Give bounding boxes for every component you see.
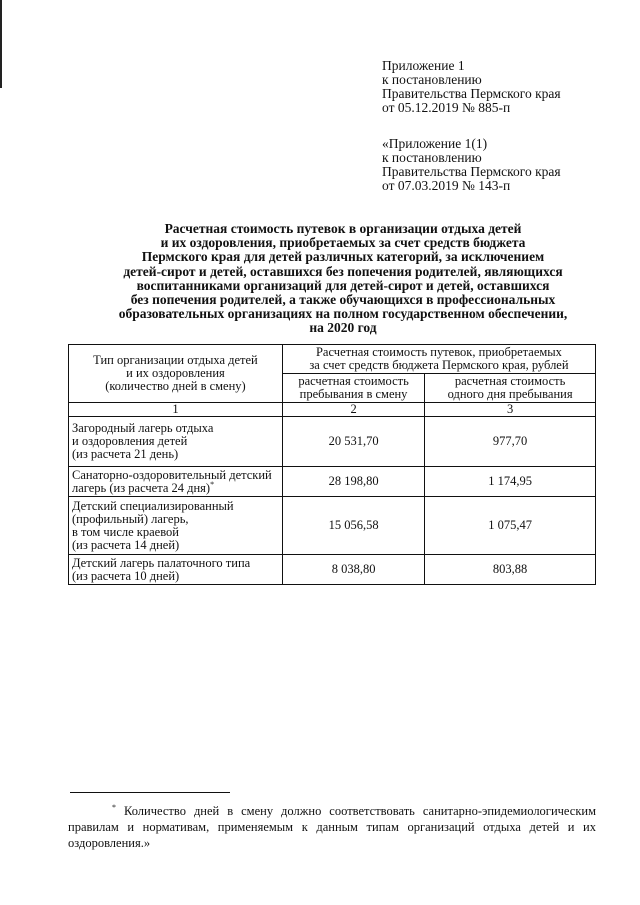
cost-per-shift: 8 038,80 xyxy=(282,555,424,585)
header-cost: Расчетная стоимость путевок, приобретаемых за счет средств бюджета Пермского края, рублей xyxy=(282,345,595,374)
row-label: Детский лагерь палаточного типа (из расчета 10 дней) xyxy=(69,555,283,585)
column-number-row xyxy=(69,403,596,417)
cost-per-shift: 20 531,70 xyxy=(282,417,424,467)
appendix-line: Приложение 1 xyxy=(382,58,465,73)
title-line: детей-сирот и детей, оставшихся без попечения родителей, являющихся xyxy=(123,263,563,279)
appendix-line: к постановлению xyxy=(382,72,482,87)
cost-per-day: 1 075,47 xyxy=(425,497,596,555)
table-row xyxy=(69,497,596,555)
column-number: 2 xyxy=(282,403,424,417)
cost-table xyxy=(68,344,596,585)
footnote-divider xyxy=(70,792,230,793)
cost-per-day: 977,70 xyxy=(425,417,596,467)
title-line: на 2020 год xyxy=(309,320,377,336)
row-label: Загородный лагерь отдыха и оздоровления детей (из расчета 21 день) xyxy=(69,417,283,467)
footnote xyxy=(68,803,596,851)
cost-per-shift: 15 056,58 xyxy=(282,497,424,555)
table-row xyxy=(69,417,596,467)
document-title xyxy=(88,222,598,336)
header-cost-per-shift: расчетная стоимость пребывания в смену xyxy=(282,374,424,403)
page-edge-line xyxy=(0,0,2,88)
title-line: Пермского края для детей различных категорий, за исключением xyxy=(141,249,545,265)
column-number: 1 xyxy=(69,403,283,417)
appendix-line: от 05.12.2019 № 885-п xyxy=(382,100,511,115)
title-line: без попечения родителей, а также обучающихся в профессиональных xyxy=(130,292,556,308)
footnote-text: Количество дней в смену должно соответствовать санитарно-эпидемиологическим правилам и нормативам, применяемым к данным типам организаций отдыха детей и их оздоровления.» xyxy=(68,804,596,850)
table-row xyxy=(69,467,596,497)
appendix-header-original xyxy=(382,137,561,193)
header-organization-type: Тип организации отдыха детей и их оздоровления (количество дней в смену) xyxy=(69,345,283,403)
appendix-line: Правительства Пермского края xyxy=(382,164,561,179)
cost-per-day: 1 174,95 xyxy=(425,467,596,497)
title-line: Расчетная стоимость путевок в организации отдыха детей xyxy=(164,221,522,236)
cost-per-shift: 28 198,80 xyxy=(282,467,424,497)
appendix-header-current xyxy=(382,59,561,115)
appendix-line: «Приложение 1(1) xyxy=(382,136,488,151)
title-line: и их оздоровления, приобретаемых за счет средств бюджета xyxy=(160,235,526,251)
title-line: воспитанниками организаций для детей-сирот и детей, оставшихся xyxy=(136,277,550,293)
header-cost-per-day: расчетная стоимость одного дня пребывания xyxy=(425,374,596,403)
column-number: 3 xyxy=(425,403,596,417)
cost-per-day: 803,88 xyxy=(425,555,596,585)
title-line: образовательных организациях на полном государственном обеспечении, xyxy=(118,306,568,322)
appendix-line: к постановлению xyxy=(382,150,482,165)
table-row xyxy=(69,555,596,585)
row-label: Детский специализированный (профильный) лагерь, в том числе краевой (из расчета 14 дней) xyxy=(69,497,283,555)
appendix-line: от 07.03.2019 № 143-п xyxy=(382,178,511,193)
footnote-marker: * xyxy=(112,802,116,812)
footnote-marker: * xyxy=(210,479,215,489)
appendix-line: Правительства Пермского края xyxy=(382,86,561,101)
row-label: Санаторно-оздоровительный детский лагерь (из расчета 24 дня)* xyxy=(69,467,283,497)
